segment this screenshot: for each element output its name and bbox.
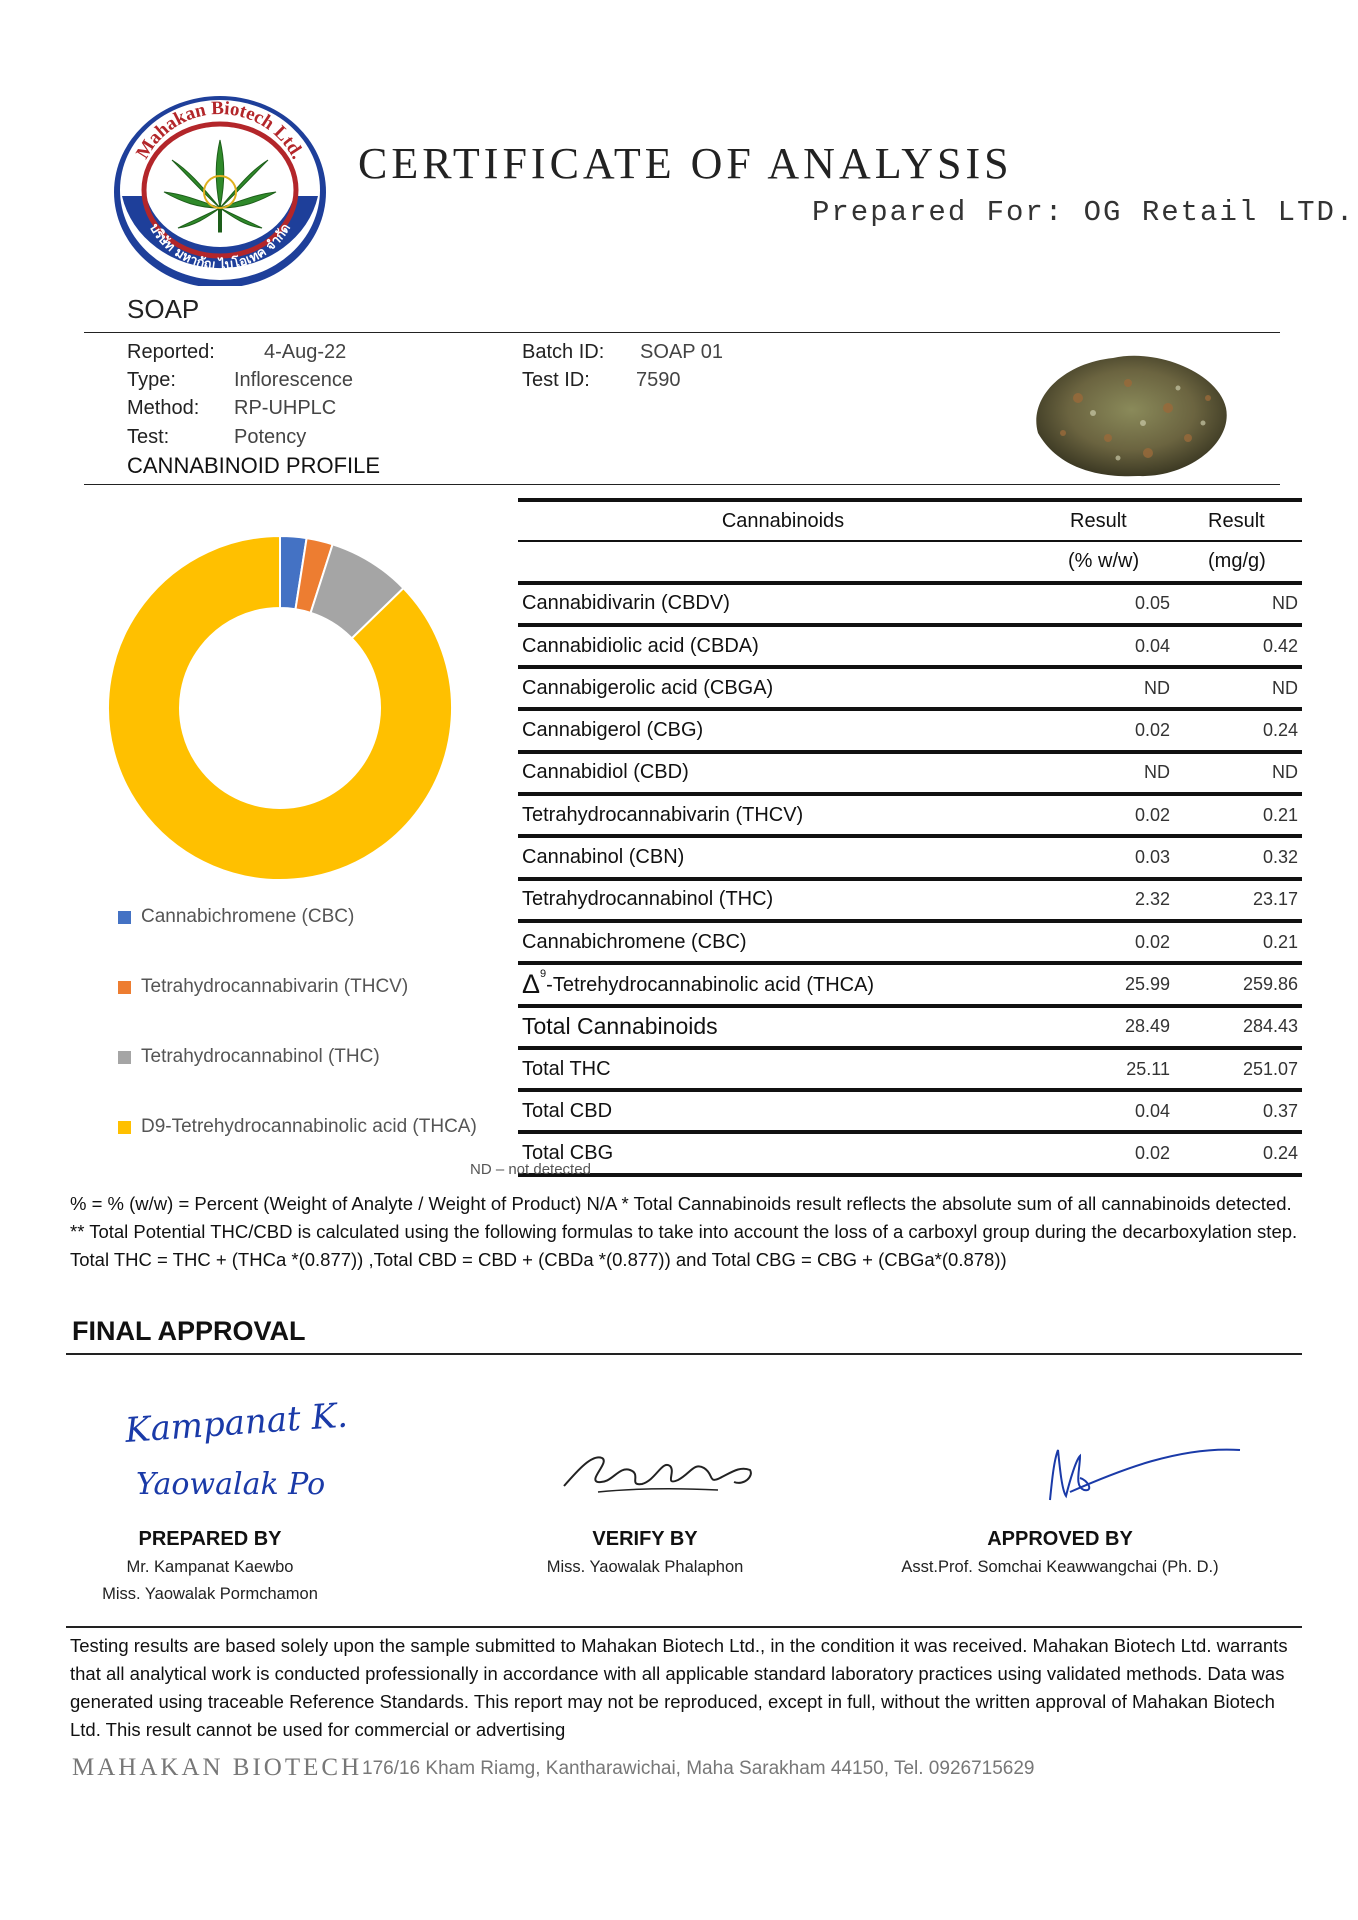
table-row: Cannabigerolic acid (CBGA) ND ND [518, 667, 1302, 709]
legend-swatch [118, 911, 131, 924]
approved-by-name: Asst.Prof. Somchai Keawwangchai (Ph. D.) [901, 1558, 1219, 1576]
test-value: Potency [234, 426, 307, 448]
final-approval-heading: FINAL APPROVAL [72, 1316, 306, 1346]
table-row: Tetrahydrocannabivarin (THCV) 0.02 0.21 [518, 794, 1302, 836]
superscript-9: 9 [540, 968, 547, 981]
reported-value: 4-Aug-22 [264, 341, 347, 363]
signature-prepared [118, 1395, 349, 1508]
product-name: SOAP [127, 294, 200, 324]
unit-pct: (% w/w) [1048, 541, 1174, 582]
legend-swatch [118, 1121, 131, 1134]
meta-divider [84, 484, 1280, 485]
table-row: Cannabidiolic acid (CBDA) 0.04 0.42 [518, 625, 1302, 667]
table-row: Cannabinol (CBN) 0.03 0.32 [518, 836, 1302, 878]
method-value: RP-UHPLC [234, 397, 337, 419]
company-logo [108, 86, 332, 286]
legend-item-thcv [118, 976, 408, 998]
table-row: Cannabidivarin (CBDV) 0.05 ND [518, 583, 1302, 625]
svg-text:บริษัท มหากัญ ไบโอเทค จำกัด: บริษัท มหากัญ ไบโอเทค จำกัด [146, 221, 294, 274]
legend-swatch [118, 981, 131, 994]
signature-approved [1040, 1440, 1250, 1510]
table-row: $\Delta^9$-Tetrehydrocannabinolic acid (THCA) 25.99 259.86 [518, 963, 1302, 1005]
table-row: Cannabigerol (CBG) 0.02 0.24 [518, 709, 1302, 751]
formula-note: % = % (w/w) = Percent (Weight of Analyte / Weight of Product) N/A * Total Cannabinoids result reflects the absolute sum of all cannabinoids detected. ** Total Potential THC/CBD is calculated using the following formulas to take into account the loss of a carboxyl group during the decarboxylation step. Total THC = THC + (THCa *(0.877)) ,Total CBD = CBD + (CBDa *(0.877)) and Total CBG = CBG + (CBGa*(0.878)) [70, 1193, 1298, 1270]
legend-swatch [118, 1051, 131, 1064]
table-row: Total CBG 0.02 0.24 [518, 1132, 1302, 1174]
batch-value: SOAP 01 [640, 341, 724, 363]
table-row-total: Total Cannabinoids 28.49 284.43 [518, 1006, 1302, 1048]
approved-by-role: APPROVED BY [987, 1528, 1133, 1550]
signature-verify [558, 1440, 758, 1500]
svg-text:Kampanat K.: Kampanat K. [123, 1395, 349, 1451]
cannabinoid-table [518, 498, 1302, 1177]
testid-label: Test ID: [522, 369, 590, 391]
reported-label: Reported: [127, 341, 215, 363]
footer-divider [66, 1626, 1302, 1628]
svg-text:Yaowalak Po: Yaowalak Po [136, 1467, 326, 1502]
delta-symbol: Δ [522, 969, 541, 1000]
legend-item-cbc [118, 906, 354, 928]
approval-divider [66, 1353, 1302, 1355]
col-header-cannabinoids: Cannabinoids [518, 500, 1048, 541]
nd-note: ND – not detected [470, 1161, 591, 1178]
header-divider [84, 332, 1280, 333]
type-label: Type: [127, 369, 176, 391]
verify-by-name: Miss. Yaowalak Phalaphon [546, 1558, 744, 1576]
legend-item-thc [118, 1046, 380, 1068]
method-label: Method: [127, 397, 200, 419]
col-header-result-pct: Result [1048, 500, 1174, 541]
product-photo [1018, 338, 1238, 488]
legend-label: Tetrahydrocannabinol (THC) [141, 1046, 380, 1067]
table-row: Total THC 25.11 251.07 [518, 1048, 1302, 1090]
table-row: Total CBD 0.04 0.37 [518, 1090, 1302, 1132]
type-value: Inflorescence [234, 369, 353, 391]
document-title: CERTIFICATE OF ANALYSIS [358, 139, 1013, 188]
legend-label: Tetrahydrocannabivarin (THCV) [141, 976, 409, 997]
unit-mg: (mg/g) [1174, 541, 1302, 582]
prepared-by-role: PREPARED BY [138, 1528, 282, 1550]
batch-label: Batch ID: [522, 341, 605, 363]
table-row: Tetrahydrocannabinol (THC) 2.32 23.17 [518, 879, 1302, 921]
legend-label: D9-Tetrehydrocannabinolic acid (THCA) [141, 1116, 477, 1137]
legend-item-thca [118, 1116, 477, 1138]
table-row: Cannabidiol (CBD) ND ND [518, 752, 1302, 794]
disclaimer: Testing results are based solely upon the sample submitted to Mahakan Biotech Ltd., in the condition it was received. Mahakan Biotech Ltd. warrants that all analytical work is conducted professionally in accordance with all applicable standard laboratory practices using validated methods. Data was generated using traceable Reference Standards. This report may not be reproduced, except in full, without the written approval of Mahakan Biotech Ltd. This result cannot be used for commercial or advertising [70, 1635, 1288, 1740]
table-row: Cannabichromene (CBC) 0.02 0.21 [518, 921, 1302, 963]
testid-value: 7590 [636, 369, 681, 391]
prepared-by-name-1: Mr. Kampanat Kaewbo [126, 1558, 294, 1576]
legend-label: Cannabichromene (CBC) [141, 906, 355, 927]
prepared-by-name-2: Miss. Yaowalak Pormchamon [102, 1585, 318, 1603]
section-title: CANNABINOID PROFILE [127, 453, 381, 478]
col-header-result-mg: Result [1174, 500, 1302, 541]
footer-brand: MAHAKAN BIOTECH [72, 1754, 363, 1781]
test-label: Test: [127, 426, 170, 448]
verify-by-role: VERIFY BY [592, 1528, 698, 1550]
footer-address: 176/16 Kham Riamg, Kantharawichai, Maha Sarakham 44150, Tel. 0926715629 [362, 1758, 1035, 1779]
svg-text:Mahakan Biotech Ltd.: Mahakan Biotech Ltd. [132, 97, 309, 163]
cannabinoid-donut-chart [90, 518, 470, 898]
prepared-for: Prepared For: OG Retail LTD. [812, 196, 1356, 229]
